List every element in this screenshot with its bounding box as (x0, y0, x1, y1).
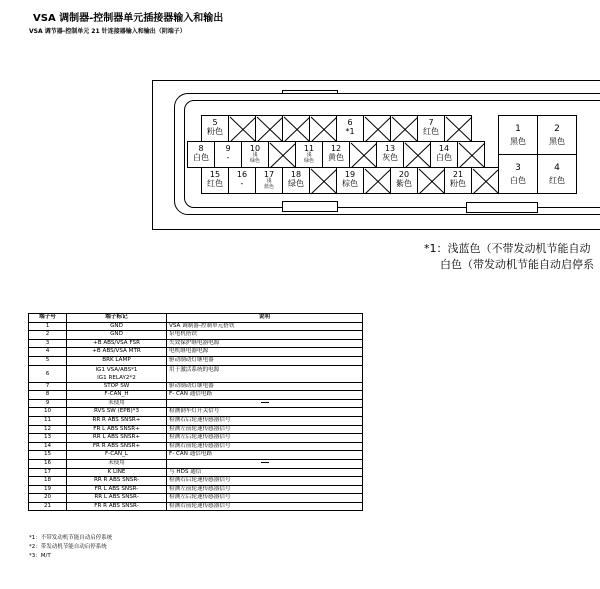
pin-mark-line-1: IG1 VSA/ABS*1 (95, 366, 138, 373)
pin-number: 2 (554, 124, 560, 134)
pin-mark-text: 未使用 (108, 459, 125, 466)
description-text: 检测右后轮速传感器信号 (169, 477, 231, 484)
header-description: 说明 (167, 314, 363, 323)
cell-description (167, 356, 363, 365)
table-row (29, 365, 363, 382)
pin-wire-color: 黄色 (328, 153, 344, 163)
page-subtitle: VSA 调节器-控制单元 21 针连接器输入和输出（阴端子） (29, 28, 186, 35)
cell-pin-number: 8 (29, 391, 67, 400)
power-pin (537, 115, 577, 155)
pin-mark-text: F-CAN_L (104, 451, 129, 458)
cell-pin-number: 20 (29, 494, 67, 503)
description-text: 检测右前轮速传感器信号 (169, 442, 231, 449)
power-pin (498, 115, 538, 155)
pin-mark-text: RVS SW (EPB)*3 (93, 408, 140, 415)
pin-number: 21 (452, 170, 464, 179)
cell-pin-number: 1 (29, 322, 67, 331)
unused-cavity (349, 141, 377, 168)
description-text: 检测右前轮速传感器信号 (169, 502, 231, 509)
description-text: 检测左后轮速传感器信号 (169, 434, 231, 441)
cell-description (167, 502, 363, 511)
cell-description (167, 339, 363, 348)
cell-description (167, 434, 363, 443)
cell-pin-number: 10 (29, 408, 67, 417)
connector-pin (336, 167, 364, 194)
pin-wire-color: 浅 蓝色 (263, 178, 274, 190)
table-row (29, 468, 363, 477)
table-row (29, 416, 363, 425)
table-row (29, 356, 363, 365)
cell-pin-number: 11 (29, 416, 67, 425)
pin-number: 18 (290, 170, 302, 179)
pin-mark-text: +B ABS/VSA FSR (93, 339, 140, 346)
header-pin-number: 端子号 (29, 314, 67, 323)
pin-mark-text: FR R ABS SNSR+ (92, 442, 141, 449)
connector-note-1: *1：浅蓝色（不带发动机节能自动 (424, 242, 591, 255)
connector-bottom-tab-right (466, 202, 538, 213)
pin-wire-color: 粉色 (207, 127, 223, 137)
footnote-2: *2：带发动机节能自动启停系统 (29, 544, 107, 550)
pin-table (28, 313, 363, 511)
pin-wire-color: 紫色 (396, 179, 412, 189)
pin-wire-color: 白色 (193, 153, 209, 163)
pin-wire-color: 白色 (436, 153, 452, 163)
unused-cavity (417, 167, 445, 194)
connector-pin (376, 141, 404, 168)
table-row (29, 494, 363, 503)
unused-cavity (363, 115, 391, 142)
cell-description (167, 485, 363, 494)
pin-number: 16 (236, 170, 248, 179)
table-row (29, 399, 363, 408)
table-row (29, 408, 363, 417)
table-row (29, 382, 363, 391)
table-row (29, 391, 363, 400)
cell-pin-number: 15 (29, 451, 67, 460)
pin-wire-color: 红色 (207, 179, 223, 189)
table-row (29, 339, 363, 348)
power-pin (498, 154, 538, 194)
pin-number: 11 (303, 144, 315, 153)
cell-description (167, 425, 363, 434)
pin-mark-text: 未使用 (108, 399, 125, 406)
cell-description (167, 477, 363, 486)
cell-pin-number: 16 (29, 459, 67, 468)
cell-pin-number: 17 (29, 468, 67, 477)
description-text: 驱动制动灯继电器 (169, 382, 214, 389)
table-row (29, 331, 363, 340)
pin-number: 10 (249, 144, 261, 153)
pin-wire-color: *1 (345, 127, 355, 137)
pin-number: 17 (263, 170, 275, 179)
cell-pin-number: 2 (29, 331, 67, 340)
unused-cavity (444, 115, 472, 142)
description-text: 驱动制动灯继电器 (169, 356, 214, 363)
pin-mark-text: RR R ABS SNSR+ (92, 416, 141, 423)
cell-pin-number: 7 (29, 382, 67, 391)
description-text: 检测右后轮速传感器信号 (169, 416, 231, 423)
pin-number: 14 (438, 144, 450, 153)
unused-cavity (268, 141, 296, 168)
pin-wire-color: 绿色 (288, 179, 304, 189)
pin-mark-text: RR R ABS SNSR- (93, 477, 140, 484)
description-text: 用于激活系统的电源 (169, 366, 220, 373)
cell-description (167, 322, 363, 331)
unused-cavity (309, 115, 337, 142)
table-row (29, 459, 363, 468)
cell-pin-number: 4 (29, 348, 67, 357)
cell-pin-number: 13 (29, 434, 67, 443)
pin-wire-color: 粉色 (450, 179, 466, 189)
page-title: VSA 调制器-控制器单元插接器输入和输出 (33, 13, 224, 24)
pin-mark-text: K LINE (107, 468, 126, 475)
connector-pin (228, 167, 256, 194)
table-row (29, 502, 363, 511)
description-text: F- CAN 通信电路 (169, 451, 213, 458)
connector-pin (444, 167, 472, 194)
unused-cavity (255, 115, 283, 142)
pin-wire-color: 红色 (549, 176, 565, 185)
cell-description (167, 399, 363, 408)
table-row (29, 348, 363, 357)
pin-mark-text: FR L ABS SNSR- (94, 485, 139, 492)
table-row (29, 425, 363, 434)
cell-description (167, 391, 363, 400)
connector-pin (390, 167, 418, 194)
connector-pin (430, 141, 458, 168)
pin-number: 7 (428, 118, 434, 127)
pin-wire-color: 红色 (423, 127, 439, 137)
pin-wire-color: 黑色 (549, 137, 565, 146)
table-row (29, 442, 363, 451)
cell-description (167, 348, 363, 357)
cell-pin-mark (67, 451, 167, 460)
pin-mark-text: FR L ABS SNSR+ (93, 425, 140, 432)
connector-pin (201, 167, 229, 194)
pin-mark-text: BRK LAMP (102, 356, 131, 363)
table-row (29, 485, 363, 494)
cell-pin-mark (67, 382, 167, 391)
cell-pin-number: 9 (29, 399, 67, 408)
cell-description (167, 468, 363, 477)
cell-pin-mark (67, 408, 167, 417)
pin-wire-color: 棕色 (342, 179, 358, 189)
description-text: 检测左前轮速传感器信号 (169, 485, 231, 492)
cell-pin-mark (67, 494, 167, 503)
cell-pin-mark (67, 339, 167, 348)
connector-pin (417, 115, 445, 142)
cell-pin-mark (67, 331, 167, 340)
cell-pin-number: 6 (29, 365, 67, 382)
cell-pin-mark (67, 348, 167, 357)
pin-wire-color: - (240, 179, 244, 189)
footnote-3: *3：M/T (29, 553, 51, 559)
cell-pin-mark (67, 502, 167, 511)
cell-pin-mark (67, 485, 167, 494)
connector-pin (214, 141, 242, 168)
connector-pin (322, 141, 350, 168)
pin-mark-text: RR L ABS SNSR+ (92, 434, 141, 441)
connector-pin (255, 167, 283, 194)
cell-description (167, 416, 363, 425)
connector-pin (295, 141, 323, 168)
table-row (29, 477, 363, 486)
description-text: 检测倒车灯开关信号 (169, 408, 220, 415)
table-row (29, 434, 363, 443)
description-text: VSA 调制器-控制单元搭铁 (169, 322, 235, 329)
pin-wire-color: 浅 绿色 (303, 152, 314, 164)
unused-cavity (457, 141, 485, 168)
pin-mark-text: +B ABS/VSA MTR (92, 348, 141, 355)
connector-bottom-tab (282, 201, 338, 212)
unused-cavity (403, 141, 431, 168)
cell-pin-mark (67, 399, 167, 408)
connector-pin (187, 141, 215, 168)
pin-number: 3 (515, 163, 521, 173)
pin-number: 4 (554, 163, 560, 173)
pin-wire-color: 黑色 (510, 137, 526, 146)
pin-mark-text: STOP SW (103, 382, 130, 389)
empty-description (169, 460, 360, 468)
pin-number: 15 (209, 170, 221, 179)
connector-pin (336, 115, 364, 142)
pin-wire-color: - (226, 153, 230, 163)
cell-description (167, 331, 363, 340)
cell-description (167, 451, 363, 460)
cell-description (167, 442, 363, 451)
cell-pin-number: 5 (29, 356, 67, 365)
unused-cavity (390, 115, 418, 142)
header-pin-mark: 端子标记 (67, 314, 167, 323)
pin-wire-color: 白色 (510, 176, 526, 185)
description-text: 泵电机搭铁 (169, 331, 197, 338)
cell-pin-mark (67, 356, 167, 365)
cell-pin-mark (67, 322, 167, 331)
pin-number: 6 (347, 118, 353, 127)
connector-pin (201, 115, 229, 142)
pin-mark-text: RR L ABS SNSR- (94, 494, 139, 501)
cell-pin-mark (67, 425, 167, 434)
pin-wire-color: 浅 绿色 (249, 152, 260, 164)
cell-pin-mark (67, 477, 167, 486)
connector-pin (241, 141, 269, 168)
description-text: 检测左后轮速传感器信号 (169, 494, 231, 501)
pin-number: 9 (225, 144, 231, 153)
description-text: 检测左前轮速传感器信号 (169, 425, 231, 432)
description-text: F- CAN 通信电路 (169, 391, 213, 398)
description-text: 电机继电器电源 (169, 348, 209, 355)
cell-description (167, 494, 363, 503)
unused-cavity (282, 115, 310, 142)
pin-number: 20 (398, 170, 410, 179)
pin-mark-text: GND (110, 331, 123, 338)
cell-pin-mark (67, 416, 167, 425)
connector-pin (282, 167, 310, 194)
footnote-1: *1：不带发动机节能自动启停系统 (29, 535, 113, 541)
pin-number: 19 (344, 170, 356, 179)
table-row (29, 451, 363, 460)
pin-number: 5 (212, 118, 218, 127)
cell-pin-mark (67, 365, 167, 382)
cell-pin-number: 14 (29, 442, 67, 451)
table-row (29, 322, 363, 331)
cell-description (167, 382, 363, 391)
cell-description (167, 365, 363, 382)
pin-number: 1 (515, 124, 521, 134)
description-text: 失效保护继电器电源 (169, 339, 220, 346)
pin-mark-text: GND (110, 322, 123, 329)
cell-pin-mark (67, 434, 167, 443)
cell-pin-number: 3 (29, 339, 67, 348)
pin-wire-color: 灰色 (382, 153, 398, 163)
pin-mark-text: FR R ABS SNSR- (94, 502, 139, 509)
unused-cavity (228, 115, 256, 142)
pin-number: 8 (198, 144, 204, 153)
unused-cavity (363, 167, 391, 194)
cell-pin-number: 19 (29, 485, 67, 494)
connector-note-2: 白色（带发动机节能自动启停系 (440, 258, 594, 271)
table-header-row (29, 314, 363, 323)
empty-description (169, 400, 360, 408)
cell-pin-mark (67, 468, 167, 477)
pin-mark-text: F-CAN_H (104, 391, 129, 398)
unused-cavity (309, 167, 337, 194)
pin-number: 13 (384, 144, 396, 153)
cell-pin-number: 21 (29, 502, 67, 511)
cell-description (167, 408, 363, 417)
description-text: 与 HDS 通信 (169, 468, 202, 475)
cell-pin-mark (67, 442, 167, 451)
cell-pin-mark (67, 391, 167, 400)
unused-cavity (471, 167, 499, 194)
cell-description (167, 459, 363, 468)
pin-mark-line-2: IG1 RELAY2*2 (97, 374, 136, 381)
cell-pin-number: 12 (29, 425, 67, 434)
cell-pin-number: 18 (29, 477, 67, 486)
cell-pin-mark (67, 459, 167, 468)
pin-number: 12 (330, 144, 342, 153)
power-pin (537, 154, 577, 194)
